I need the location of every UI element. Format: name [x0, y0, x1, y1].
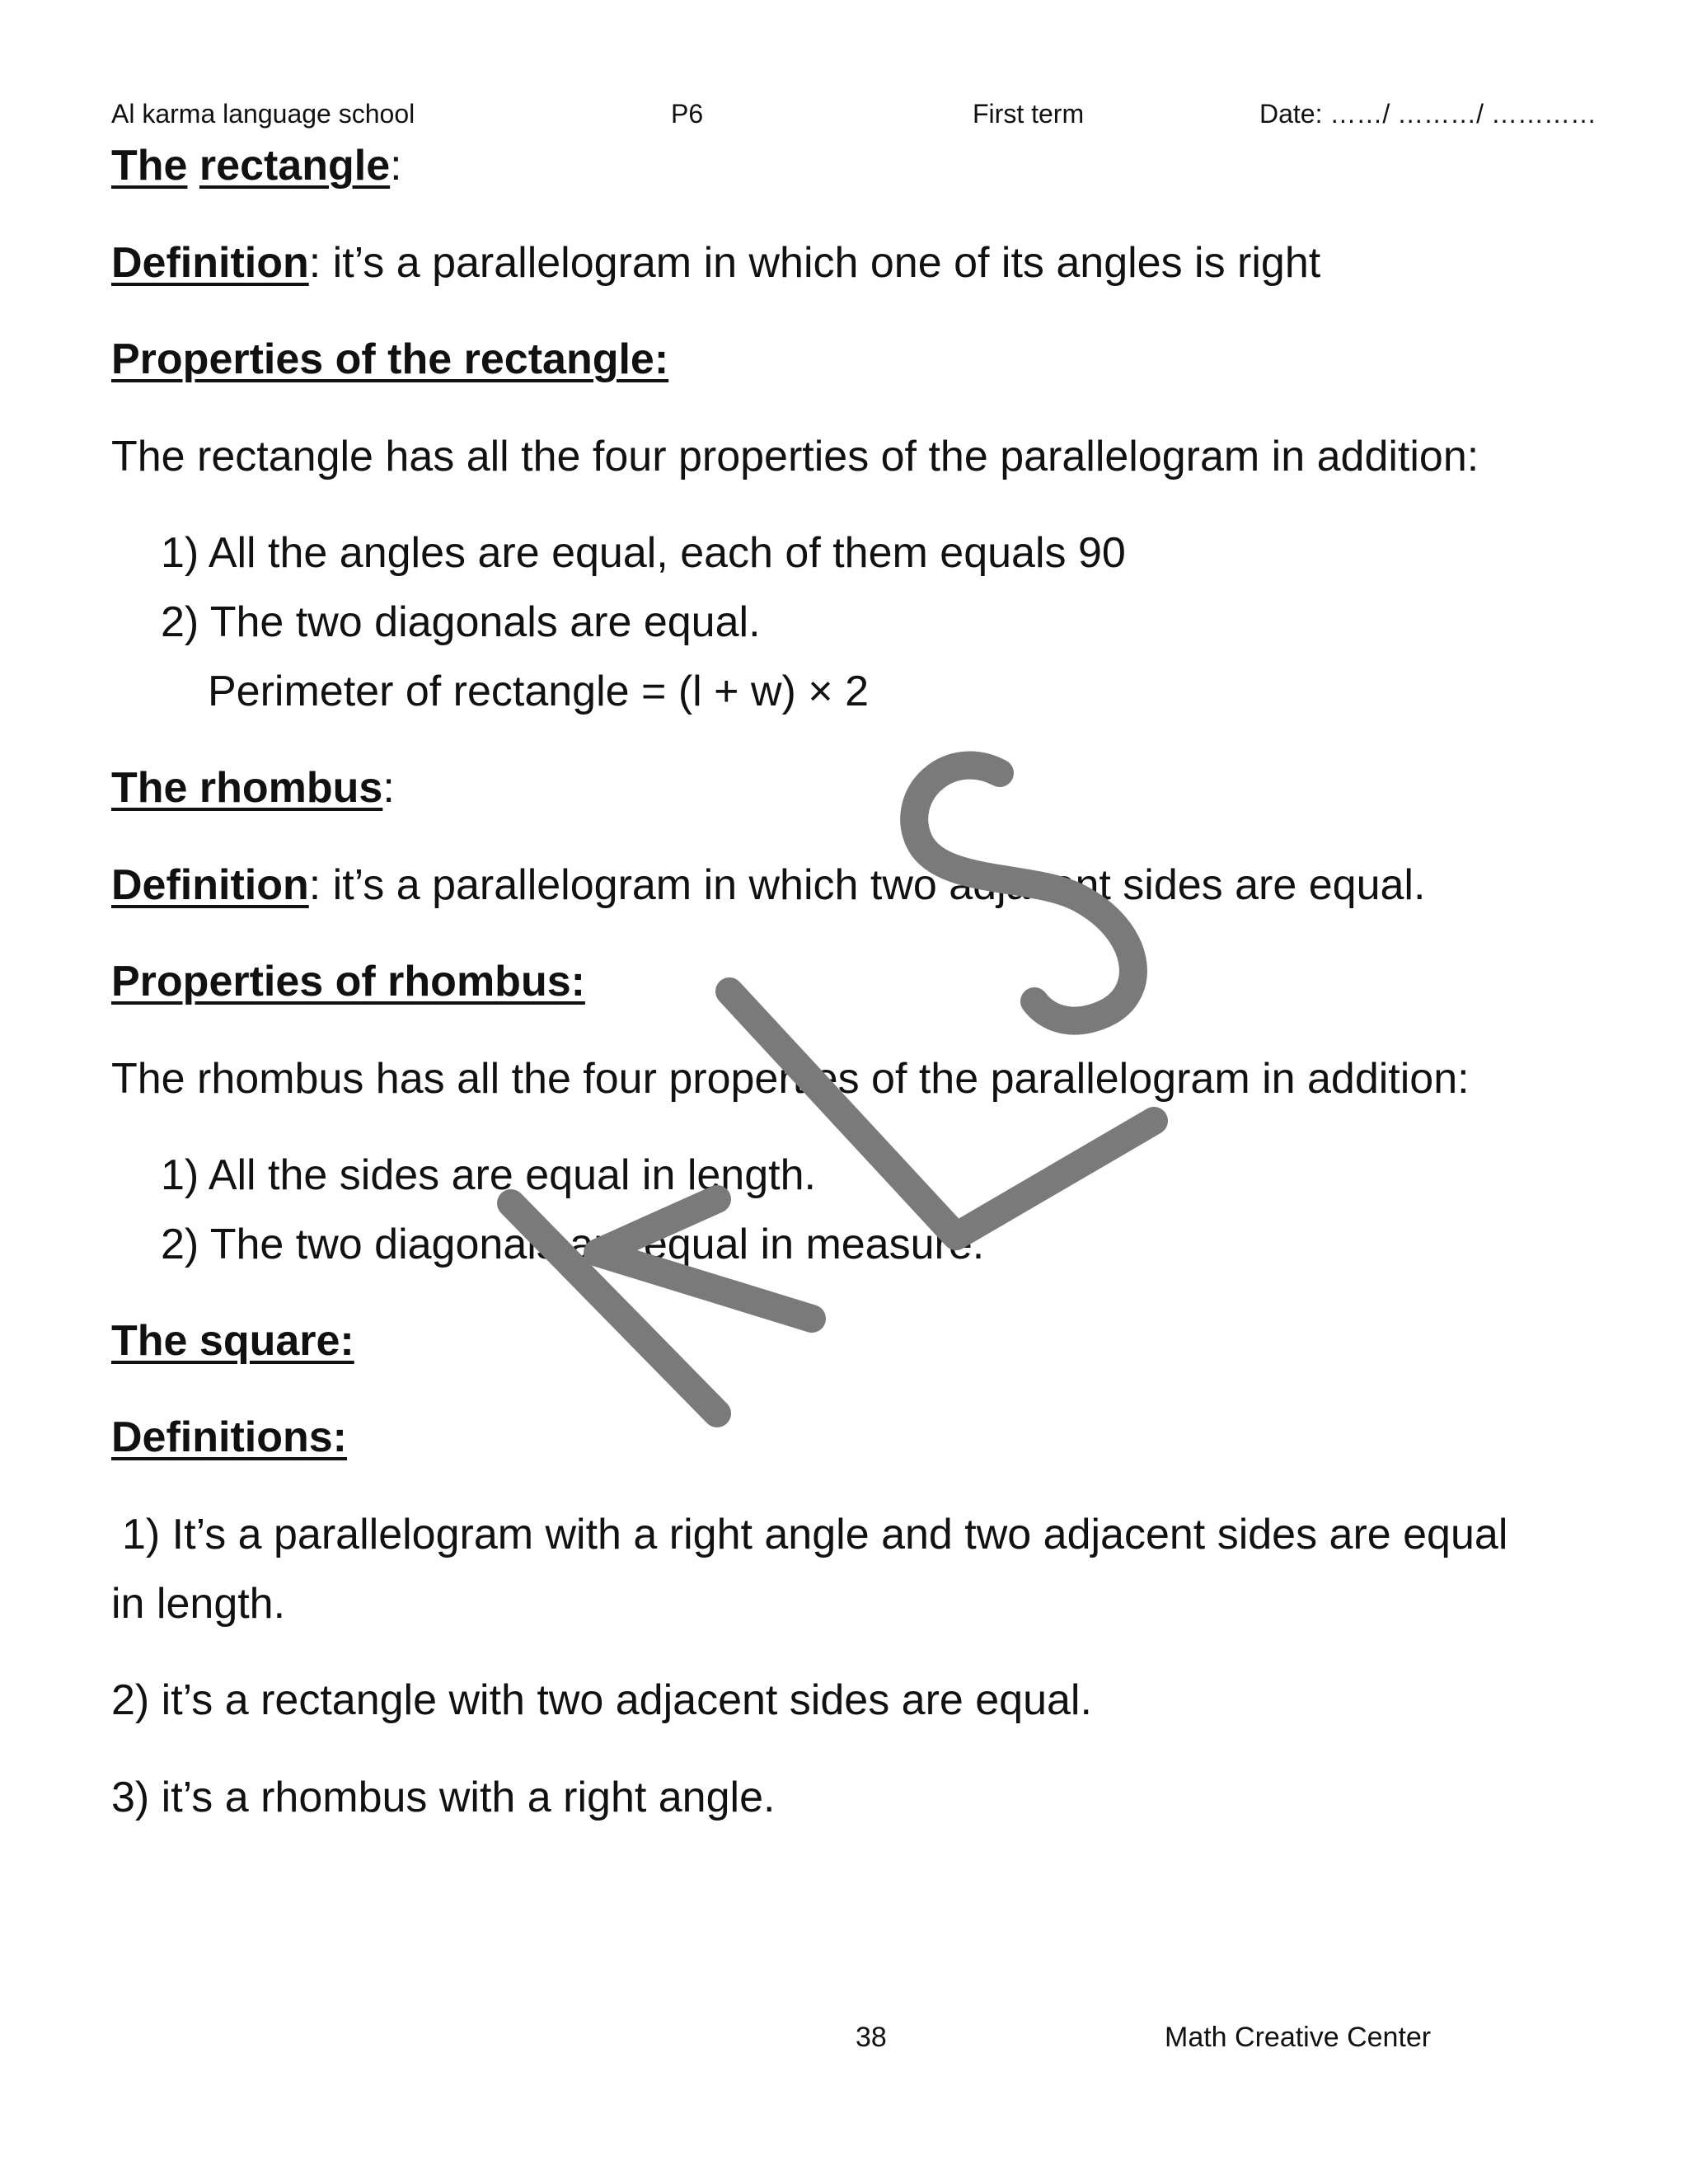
rectangle-title — [111, 140, 402, 191]
square-definition-2: 2) it’s a rectangle with two adjacent sides are equal. — [111, 1676, 1092, 1724]
rectangle-title-word1: The — [111, 142, 188, 190]
square-definition-3: 3) it’s a rhombus with a right angle. — [111, 1774, 776, 1821]
square-title-text: The square: — [111, 1317, 354, 1365]
rhombus-definition — [111, 860, 1425, 911]
rectangle-properties-heading-text: Properties of the rectangle: — [111, 335, 669, 383]
rectangle-definition-text: : it’s a parallelogram in which one of its angles is right — [308, 239, 1321, 287]
rhombus-title-colon: : — [382, 764, 395, 812]
rhombus-property-2: 2) The two diagonals are equal in measure. — [161, 1221, 985, 1268]
rectangle-title-colon: : — [390, 142, 402, 190]
square-title — [111, 1315, 354, 1366]
page-number: 38 — [856, 2022, 887, 2053]
school-name: Al karma language school — [111, 99, 415, 129]
rectangle-intro: The rectangle has all the four properties of the parallelogram in addition: — [111, 433, 1479, 480]
rhombus-title-text: The rhombus — [111, 764, 383, 812]
page-header — [111, 99, 1595, 132]
footer-center-name: Math Creative Center — [1165, 2022, 1432, 2053]
grade-label: P6 — [671, 99, 704, 129]
rectangle-property-2: 2) The two diagonals are equal. — [161, 598, 761, 646]
rhombus-intro: The rhombus has all the four properties of the parallelogram in addition: — [111, 1055, 1470, 1103]
rhombus-definition-label: Definition — [111, 861, 309, 909]
rectangle-title-word2: rectangle — [199, 142, 391, 190]
rhombus-title — [111, 762, 395, 813]
square-definition-1-continued: in length. — [111, 1580, 286, 1628]
rhombus-properties-heading-text: Properties of rhombus: — [111, 958, 585, 1005]
square-definitions-heading — [111, 1412, 347, 1463]
rectangle-properties-heading — [111, 334, 668, 385]
date-field: Date: ……/ ………/ ………… — [1259, 99, 1597, 129]
square-definitions-heading-text: Definitions: — [111, 1413, 347, 1461]
square-definition-1: 1) It’s a parallelogram with a right angle and two adjacent sides are equal — [122, 1511, 1508, 1558]
rectangle-property-1: 1) All the angles are equal, each of them equals 90 — [161, 529, 1126, 577]
term-label: First term — [973, 99, 1085, 129]
rectangle-perimeter-formula: Perimeter of rectangle = (l + w) × 2 — [208, 668, 870, 715]
rectangle-definition-label: Definition — [111, 239, 309, 287]
rhombus-properties-heading — [111, 956, 585, 1007]
rhombus-definition-text: : it’s a parallelogram in which two adjacent sides are equal. — [308, 861, 1426, 909]
rectangle-definition — [111, 237, 1320, 288]
rhombus-property-1: 1) All the sides are equal in length. — [161, 1151, 816, 1199]
